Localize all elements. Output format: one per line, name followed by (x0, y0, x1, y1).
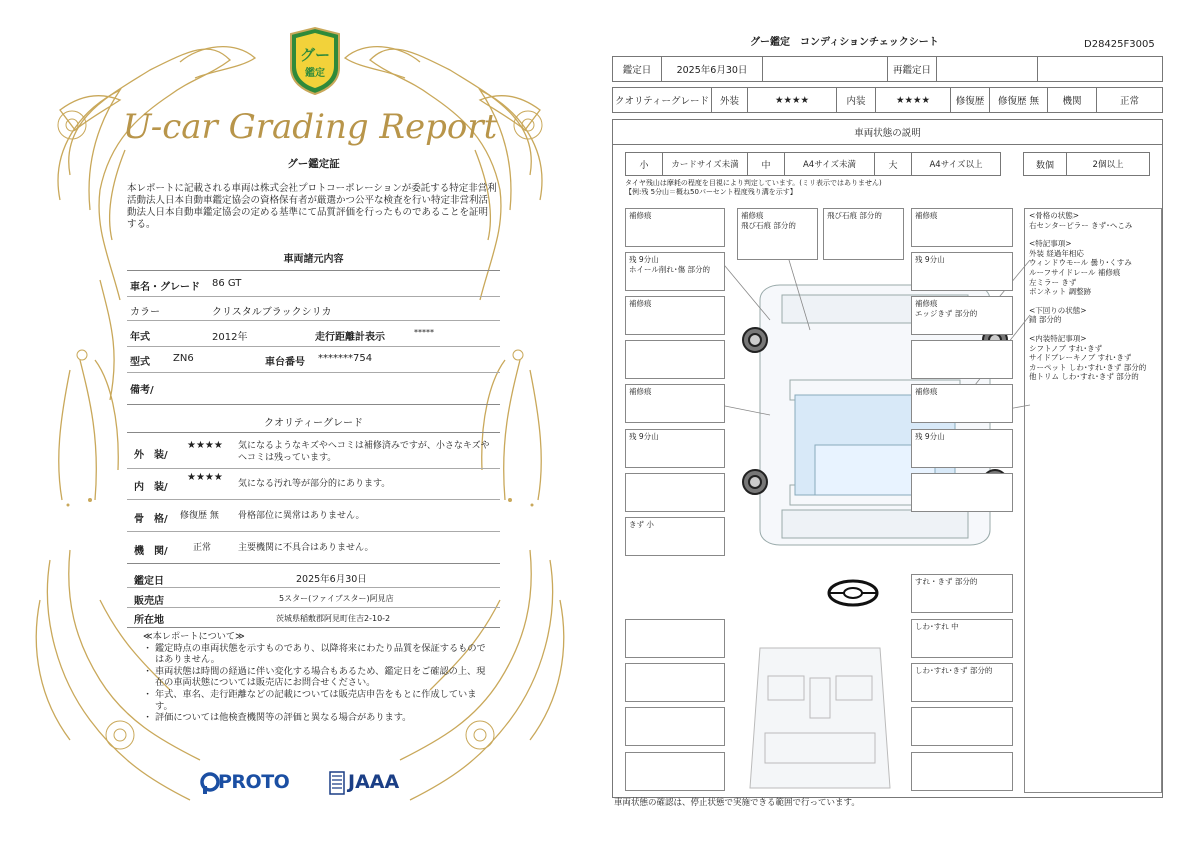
svg-text:U-car Grading Report: U-car Grading Report (122, 107, 498, 147)
interior-notes-heading: <内装特記事項> (1029, 333, 1087, 343)
proto-logo-icon (200, 772, 220, 794)
year-value: 2012年 (212, 332, 248, 343)
exterior-label: 外装 (711, 87, 748, 113)
reappraisal-blank (1037, 56, 1163, 82)
divider (127, 627, 500, 628)
exterior-stars: ★★★★ (187, 440, 223, 451)
jaaa-logo: JAAA (348, 771, 400, 793)
repair-value: 修復歴 無 (989, 87, 1048, 113)
interior-stars: ★★★★ (875, 87, 951, 113)
count-label: 数個 (1023, 152, 1067, 176)
appraisal-date-label: 鑑定日 (134, 576, 164, 587)
divider (127, 296, 500, 297)
interior-label: 内 装/ (134, 482, 168, 493)
bullet: ・ (143, 712, 153, 724)
footer-note: 車両状態の確認は、停止状態で実施できる範囲で行っています。 (614, 798, 860, 808)
jaaa-logo-icon (328, 770, 346, 796)
divider (127, 432, 500, 433)
goo-appraisal-badge-icon (287, 28, 343, 94)
interior-box-steering: すれ・きず 部分的 (911, 574, 1013, 613)
about-item: ・ 鑑定時点の車両状態を示すものであり、以降将来にわたり品質を保証するものではありません。 (143, 642, 486, 666)
tire-note-2: 【例:残 5分山＝概ね50パーセント程度残り溝を示す】 (625, 188, 797, 196)
frame-value: 修復歴 無 (180, 511, 219, 521)
size-small-desc: カードサイズ未満 (662, 152, 748, 176)
damage-box-left-8: きず 小 (625, 517, 725, 556)
damage-box-top-1: 補修痕 飛び石痕 部分的 (737, 208, 818, 260)
dealer-value: 5スター(ファイブスター)阿見店 (279, 594, 394, 603)
reappraisal-label: 再鑑定日 (887, 56, 937, 82)
appraisal-date-value: 2025年6月30日 (296, 574, 367, 585)
interior-box-right-3 (911, 707, 1013, 746)
mileage-label: 走行距離計表示 (315, 332, 385, 343)
quality-heading: クオリティーグレード (264, 418, 363, 429)
underbody-heading: <下回りの状態> (1029, 305, 1087, 315)
steering-wheel-icon (826, 578, 880, 608)
divider (127, 372, 500, 373)
count-desc: 2個以上 (1066, 152, 1150, 176)
svg-text:鑑定: 鑑定 (305, 68, 325, 79)
remarks-label: 備考/ (130, 385, 154, 396)
engine-value: 正常 (193, 543, 212, 553)
mileage-value: ***** (414, 328, 434, 337)
size-mid: 中 (747, 152, 785, 176)
certificate-statement: 本レポートに記載される車両は株式会社プロトコーポレーションが委託する特定非営利活動法人日本自動車鑑定協会の資格保有者が厳選かつ公平な検査を行い特定非営利活動法人日本自動車鑑定協会の定める基準にて品質評価を行ったものであることを証明する。 (127, 183, 497, 230)
damage-box-left-6: 残 9分山 (625, 429, 725, 468)
document-id: D28425F3005 (1084, 39, 1155, 50)
exterior-stars: ★★★★ (747, 87, 837, 113)
address-label: 所在地 (134, 615, 164, 626)
bullet: ・ (143, 688, 153, 700)
dealer-label: 販売店 (134, 596, 164, 607)
report-script-title (122, 98, 498, 153)
size-mid-desc: A4サイズ未満 (784, 152, 875, 176)
about-report (143, 631, 493, 724)
size-large: 大 (874, 152, 912, 176)
model-value: ZN6 (173, 353, 194, 364)
divider (127, 468, 500, 469)
svg-text:グー: グー (299, 47, 331, 64)
size-large-desc: A4サイズ以上 (911, 152, 1001, 176)
proto-logo: PROTO (218, 771, 290, 793)
damage-box-left-5: 補修痕 (625, 384, 725, 423)
bullet: ・ (143, 665, 153, 677)
special-notes-heading: <特記事項> (1029, 239, 1072, 249)
interior-box-right-4 (911, 752, 1013, 791)
interior-box-left-3 (625, 707, 725, 746)
engine-value: 正常 (1096, 87, 1163, 113)
condition-check-sheet (600, 0, 1200, 848)
interior-label: 内装 (836, 87, 876, 113)
tire-note-1: タイヤ残山は摩耗の程度を目視により判定しています。(ミリ表示ではありません) (625, 179, 882, 187)
about-item: ・ 評価については他検査機関等の評価と異なる場合があります。 (143, 712, 412, 724)
divider (127, 531, 500, 532)
frame-comment: 骨格部位に異常はありません。 (238, 511, 365, 521)
chassis-value: *******754 (318, 353, 373, 364)
divider (127, 587, 500, 588)
date-label: 鑑定日 (612, 56, 662, 82)
engine-comment: 主要機関に不具合はありません。 (238, 543, 374, 553)
condition-heading: 車両状態の説明 (612, 119, 1163, 145)
engine-label: 機 関/ (134, 546, 168, 557)
bullet: ・ (143, 642, 153, 654)
about-item: ・ 車両状態は時間の経過に伴い変化する場合もあるため、鑑定日をご確認の上、現在の車両状態については販売店にお問合せください。 (143, 665, 486, 689)
date-value: 2025年6月30日 (661, 56, 763, 82)
divider (127, 563, 500, 564)
divider (127, 499, 500, 500)
quality-label: クオリティーグレード (612, 87, 712, 113)
condition-notes: <骨格の状態> 右センターピラー きず･へこみ <特記事項> 外装 経過年相応 ウィンドウモール 曇り･くすみ ルーフサイドレール 補修痕 左ミラー きず ボンネット 調整跡 <下回りの状態> 錆 部分的 <内装特記事項> シフトノブ すれ･きず サイドブレーキノブ すれ･きず カーペット しわ･すれ･きず 部分的 他トリム しわ･すれ･きず 部分的 (1024, 208, 1162, 793)
car-interior-diagram (740, 638, 900, 790)
damage-box-right-2: 残 9分山 (911, 252, 1013, 291)
interior-box-right-2: しわ･すれ･きず 部分的 (911, 663, 1013, 702)
frame-state-heading: <骨格の状態> (1029, 211, 1080, 220)
damage-box-left-1: 補修痕 (625, 208, 725, 247)
chassis-label: 車台番号 (265, 357, 305, 368)
car-name-value: 86 GT (212, 278, 242, 289)
interior-box-left-4 (625, 752, 725, 791)
divider (127, 270, 500, 271)
divider (127, 607, 500, 608)
certificate-heading: グー鑑定証 (287, 158, 340, 170)
damage-box-right-7 (911, 473, 1013, 512)
about-item: ・ 年式、車名、走行距離などの記載については販売店申告をもとに作成しています。 (143, 688, 477, 712)
damage-box-right-5: 補修痕 (911, 384, 1013, 423)
color-label: カラー (130, 307, 160, 318)
damage-box-right-3: 補修痕 エッジきず 部分的 (911, 296, 1013, 335)
damage-box-left-4 (625, 340, 725, 379)
size-small: 小 (625, 152, 663, 176)
sheet-title: グー鑑定 コンディションチェックシート (750, 37, 939, 48)
damage-box-left-3: 補修痕 (625, 296, 725, 335)
date-blank (762, 56, 888, 82)
interior-box-left-2 (625, 663, 725, 702)
year-label: 年式 (130, 332, 150, 343)
damage-box-right-1: 補修痕 (911, 208, 1013, 247)
damage-box-right-6: 残 9分山 (911, 429, 1013, 468)
model-label: 型式 (130, 357, 150, 368)
address-value: 茨城県稲敷郡阿見町住吉2-10-2 (276, 614, 391, 623)
repair-label: 修復歴 (950, 87, 990, 113)
divider (127, 346, 500, 347)
interior-box-left-1 (625, 619, 725, 658)
exterior-comment: 気になるようなキズやヘコミは補修済みですが、小さなキズやヘコミは残っています。 (238, 441, 490, 463)
frame-label: 骨 格/ (134, 514, 168, 525)
divider (127, 404, 500, 405)
interior-box-right-1: しわ･すれ 中 (911, 619, 1013, 658)
damage-box-right-4 (911, 340, 1013, 379)
damage-box-left-2: 残 9分山 ホイール削れ･傷 部分的 (625, 252, 725, 291)
interior-stars: ★★★★ (187, 472, 223, 483)
divider (127, 320, 500, 321)
spec-heading: 車両諸元内容 (283, 254, 344, 265)
color-value: クリスタルブラックシリカ (212, 307, 332, 318)
about-heading: ≪本レポートについて≫ (143, 631, 245, 642)
car-name-label: 車名・グレード (130, 282, 200, 293)
interior-comment: 気になる汚れ等が部分的にあります。 (238, 479, 391, 489)
engine-label: 機関 (1047, 87, 1097, 113)
damage-box-left-7 (625, 473, 725, 512)
exterior-label: 外 装/ (134, 450, 168, 461)
damage-box-top-2: 飛び石痕 部分的 (823, 208, 904, 260)
reappraisal-value (936, 56, 1038, 82)
